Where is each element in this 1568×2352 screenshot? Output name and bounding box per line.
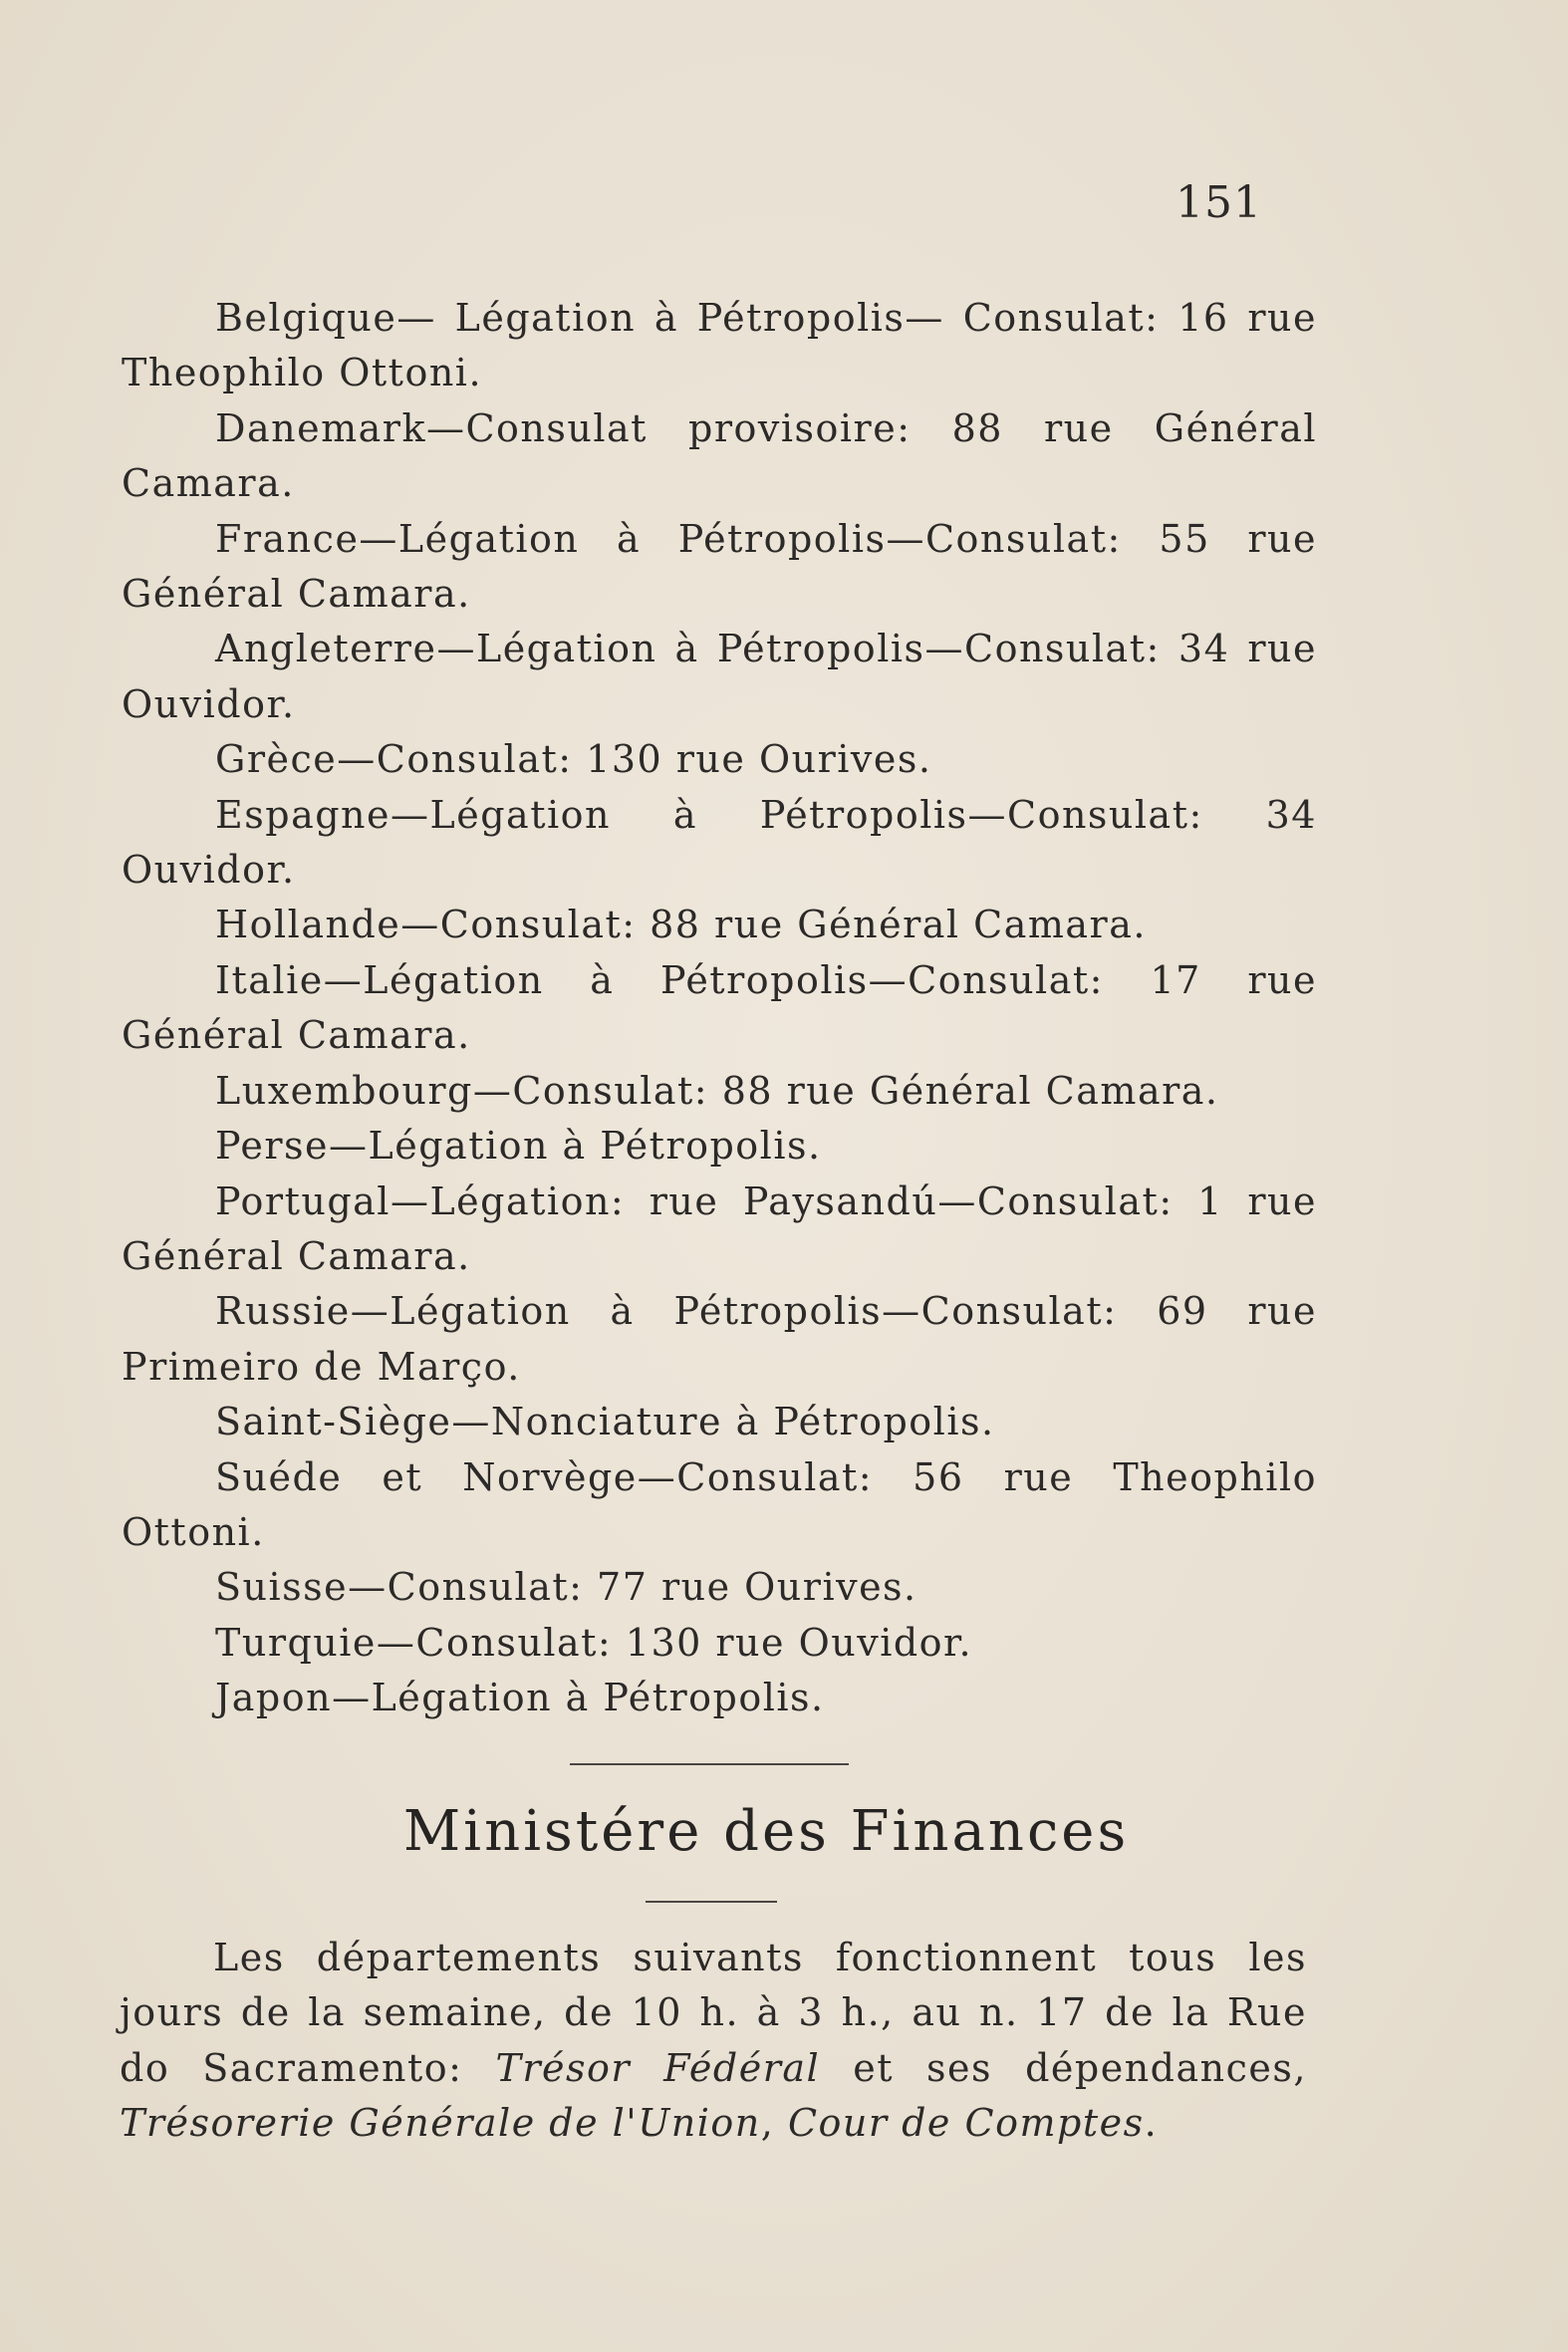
list-item: Grèce—Consulat: 130 rue Ourives. <box>215 737 932 782</box>
list-item: Italie—Légation à Pétropolis—Consulat: 17 rue Général Camara. <box>122 957 1317 1058</box>
list-item: France—Légation à Pétropolis—Consulat: 55 rue Général Camara. <box>122 516 1317 617</box>
list-item: Perse—Légation à Pétropolis. <box>215 1124 822 1169</box>
list-item: Suéde et Norvège—Consulat: 56 rue Theophilo Ottoni. <box>122 1454 1317 1554</box>
list-item: Danemark—Consulat provisoire: 88 rue Général Camara. <box>122 405 1317 506</box>
paragraph-comma: , <box>760 2101 788 2146</box>
paragraph-middle: et ses dépendances, <box>820 2045 1307 2090</box>
paragraph-cour: Cour de Comptes <box>787 2101 1145 2146</box>
list-item: Turquie—Consulat: 130 rue Ouvidor. <box>215 1620 973 1665</box>
list-item: Espagne—Légation à Pétropolis—Consulat: 34 Ouvidor. <box>122 792 1317 893</box>
list-item: Suisse—Consulat: 77 rue Ourives. <box>215 1565 917 1610</box>
list-item: Saint-Siège—Nonciature à Pétropolis. <box>215 1400 995 1444</box>
list-item: Portugal—Légation: rue Paysandú—Consulat: 1 rue Général Camara. <box>122 1178 1317 1278</box>
paragraph-end: . <box>1144 2101 1159 2146</box>
paragraph-intro: Les départements suivants fonctionnent tous les jours de la semaine, de 10 h. à 3 h., au n. 17 de la Rue do Sacramento: <box>120 1936 1307 2090</box>
paragraph-tresor: Trésor Fédéral <box>495 2045 821 2090</box>
section-title-text: Ministére des Finances <box>402 1799 1130 1864</box>
list-item: Luxembourg—Consulat: 88 rue Général Camara. <box>215 1068 1219 1113</box>
page-number: 151 <box>1176 177 1262 228</box>
section-title <box>0 1799 1568 1864</box>
list-item: Angleterre—Légation à Pétropolis—Consulat: 34 rue Ouvidor. <box>122 627 1317 726</box>
section-divider-top <box>570 1763 849 1765</box>
consulate-list <box>122 291 1317 1726</box>
list-item: Hollande—Consulat: 88 rue Général Camara. <box>215 903 1147 947</box>
paragraph-tresorerie: Trésorerie Générale de l'Union <box>120 2101 761 2146</box>
list-item: Russie—Légation à Pétropolis—Consulat: 69 rue Primeiro de Março. <box>122 1289 1317 1389</box>
section-paragraph <box>120 1931 1307 2152</box>
section-divider-bottom <box>646 1901 777 1903</box>
list-item: Japon—Légation à Pétropolis. <box>215 1676 825 1720</box>
list-item: Belgique— Légation à Pétropolis— Consulat: 16 rue Theophilo Ottoni. <box>122 296 1317 395</box>
